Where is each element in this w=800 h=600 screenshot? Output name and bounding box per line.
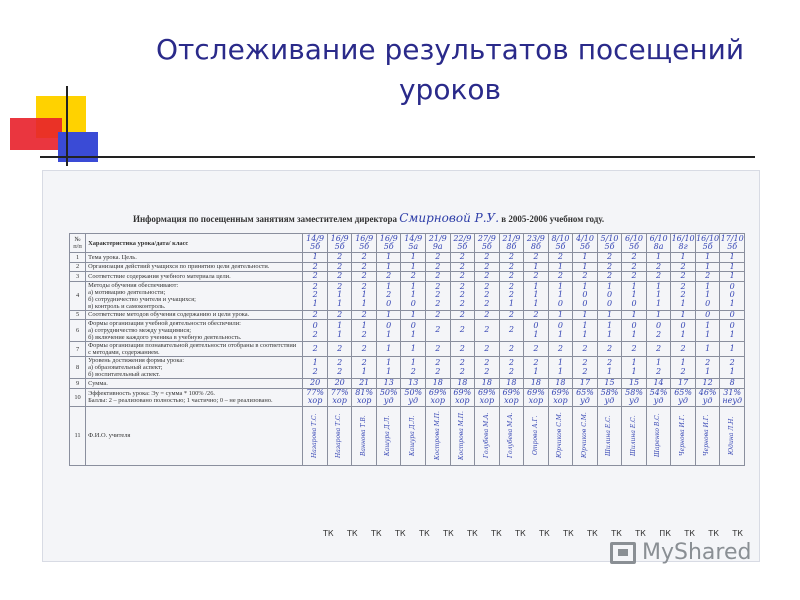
value-cell: 2 2 <box>573 357 598 379</box>
value-cell: 2 <box>327 310 352 320</box>
value-cell: 2 <box>597 262 622 272</box>
value-cell: 18 <box>548 379 573 389</box>
bottom-mark: ТК <box>587 529 598 538</box>
value-cell: 2 1 <box>597 357 622 379</box>
value-cell: 1 1 <box>327 320 352 342</box>
teacher-name-cell: Чернова И.Г. <box>695 406 720 465</box>
table-row <box>70 342 745 357</box>
value-cell: 2 <box>671 342 696 357</box>
row-label: Методы обучения обеспечивают: а) мотивацию деятельности; б) сотрудничество учителя и учащихся; в) контроль и самоконтроль. <box>86 281 303 310</box>
bottom-mark: ТК <box>371 529 382 538</box>
bottom-mark: ТК <box>347 529 358 538</box>
value-cell: 2 <box>401 272 426 282</box>
value-cell: 1 <box>524 262 549 272</box>
value-cell: 2 2 2 <box>426 281 451 310</box>
value-cell: 65% уд <box>573 388 598 406</box>
value-cell: 54% уд <box>646 388 671 406</box>
value-cell: 18 <box>426 379 451 389</box>
value-cell: 1 <box>376 342 401 357</box>
value-cell: 2 <box>426 310 451 320</box>
row-number: 3 <box>70 272 86 282</box>
value-cell: 2 2 <box>499 357 524 379</box>
bottom-mark: ТК <box>443 529 454 538</box>
table-row <box>70 357 745 379</box>
value-cell: 1 1 1 <box>646 281 671 310</box>
value-cell: 2 <box>327 342 352 357</box>
value-cell: 31% неуд <box>720 388 745 406</box>
value-cell: 58% уд <box>622 388 647 406</box>
value-cell: 2 1 <box>720 357 745 379</box>
value-cell: 2 <box>499 272 524 282</box>
value-cell: 1 <box>376 253 401 263</box>
bottom-mark: ТК <box>467 529 478 538</box>
teacher-name-cell: Шилина Е.С. <box>597 406 622 465</box>
table-row <box>70 406 745 465</box>
value-cell: 13 <box>401 379 426 389</box>
value-cell: 2 <box>597 342 622 357</box>
teacher-name-cell: Шилина Е.С. <box>622 406 647 465</box>
value-cell: 1 <box>597 310 622 320</box>
row-label: Организация действий учащихся по принятию цели деятельности. <box>86 262 303 272</box>
bottom-mark: ТК <box>611 529 622 538</box>
value-cell: 69% хор <box>524 388 549 406</box>
value-cell: 1 1 <box>622 357 647 379</box>
teacher-name-cell: Юрчиков С.М. <box>548 406 573 465</box>
bottom-mark: ТК <box>323 529 334 538</box>
teacher-name-cell: Кашура Д.Л. <box>376 406 401 465</box>
value-cell: 69% хор <box>426 388 451 406</box>
row-number: 2 <box>70 262 86 272</box>
value-cell: 1 2 <box>646 357 671 379</box>
value-cell: 0 1 <box>524 320 549 342</box>
value-cell: 2 1 1 <box>327 281 352 310</box>
teacher-name-cell: Кашура Д.Л. <box>401 406 426 465</box>
heading-suffix: в 2005-2006 учебном году. <box>501 214 605 224</box>
teacher-name-cell: Назарова Т.С. <box>327 406 352 465</box>
value-cell: 0 2 <box>303 320 328 342</box>
teacher-name-cell: Отрова А.Г. <box>524 406 549 465</box>
value-cell: 1 <box>671 253 696 263</box>
value-cell: 0 1 <box>671 320 696 342</box>
visits-table <box>69 233 745 466</box>
ornament-vertical-line <box>66 86 68 166</box>
row-label: Ф.И.О. учителя <box>86 406 303 465</box>
value-cell: 2 <box>352 310 377 320</box>
value-cell: 2 <box>475 320 500 342</box>
value-cell: 15 <box>622 379 647 389</box>
value-cell: 1 2 <box>671 357 696 379</box>
value-cell: 2 <box>450 262 475 272</box>
value-cell: 2 <box>597 253 622 263</box>
table-row <box>70 388 745 406</box>
column-header: 14/9 5а <box>401 234 426 253</box>
teacher-name-cell: Чернова И.Г. <box>671 406 696 465</box>
value-cell: 1 2 <box>352 320 377 342</box>
value-cell: 12 <box>695 379 720 389</box>
slide-title-line-2: уроков <box>398 73 502 106</box>
table-row <box>70 272 745 282</box>
teacher-name-cell: Ваннова Т.В. <box>352 406 377 465</box>
value-cell: 20 <box>303 379 328 389</box>
value-cell: 1 1 <box>573 320 598 342</box>
row-label: Формы организации учебной деятельности обеспечили: а) сотрудничество между учащимися; б) включение каждого ученика в учебную деятельность. <box>86 320 303 342</box>
column-header: 23/9 8б <box>524 234 549 253</box>
bottom-mark: ТК <box>708 529 719 538</box>
value-cell: 2 <box>426 262 451 272</box>
column-header: 14/9 5б <box>303 234 328 253</box>
column-header: 17/10 5б <box>720 233 744 251</box>
teacher-name-cell: Голубева М.А. <box>475 406 500 465</box>
value-cell: 2 1 1 <box>352 281 377 310</box>
value-cell: 2 <box>499 310 524 320</box>
value-cell: 2 2 <box>327 357 352 379</box>
value-cell: 46% уд <box>695 388 720 406</box>
heading-prefix: Информация по посещенным занятиям заместителем директора <box>133 214 397 224</box>
value-cell: 2 1 <box>352 357 377 379</box>
column-header: 16/10 5б <box>696 233 720 251</box>
value-cell: 1 2 <box>401 357 426 379</box>
value-cell: 17 <box>573 379 598 389</box>
value-cell: 2 <box>450 310 475 320</box>
teacher-name-cell: Юдина Л.Н. <box>720 406 745 465</box>
value-cell: 1 2 <box>303 357 328 379</box>
teacher-name-cell: Назарова Т.С. <box>303 406 328 465</box>
row-number: 6 <box>70 320 86 342</box>
ornament-red-square <box>10 118 62 150</box>
value-cell: 2 <box>499 320 524 342</box>
row-number: 7 <box>70 342 86 357</box>
bottom-mark: ПК <box>659 529 671 538</box>
value-cell: 13 <box>376 379 401 389</box>
value-cell: 18 <box>499 379 524 389</box>
row-label: Эффективность урока: Эу = сумма * 100% /26. Баллы: 2 – реализовано полностью; 1 частично; 0 – не реализовано. <box>86 388 303 406</box>
value-cell: 1 <box>646 310 671 320</box>
value-cell: 0 0 1 <box>720 281 745 310</box>
row-label: Тема урока. Цель. <box>86 253 303 263</box>
row-label: Уровень достижения формы урока: а) образовательный аспект; б) воспитательный аспект. <box>86 357 303 379</box>
value-cell: 1 <box>695 262 720 272</box>
value-cell: 2 <box>573 342 598 357</box>
value-cell: 1 <box>548 310 573 320</box>
document-heading <box>133 211 733 225</box>
value-cell: 0 1 <box>548 320 573 342</box>
value-cell: 2 <box>622 262 647 272</box>
value-cell: 2 <box>303 342 328 357</box>
bottom-marks <box>323 529 743 538</box>
value-cell: 1 <box>622 310 647 320</box>
heading-name: Смирновой Р.У. <box>399 211 500 225</box>
value-cell: 0 1 <box>376 320 401 342</box>
value-cell: 2 <box>475 262 500 272</box>
value-cell: 2 1 <box>695 357 720 379</box>
value-cell: 2 1 <box>524 357 549 379</box>
value-cell: 2 <box>303 272 328 282</box>
value-cell: 50% уд <box>401 388 426 406</box>
value-cell: 20 <box>327 379 352 389</box>
value-cell: 2 <box>352 272 377 282</box>
value-cell: 1 <box>376 310 401 320</box>
value-cell: 2 <box>671 272 696 282</box>
value-cell: 2 2 <box>426 357 451 379</box>
row-label: Соответствие методов обучения содержанию и цели урока. <box>86 310 303 320</box>
row-number: 8 <box>70 357 86 379</box>
value-cell: 1 <box>573 262 598 272</box>
slide-title-line-1: Отслеживание результатов посещений <box>155 33 745 66</box>
header-characteristic: Характеристика урока/дата/ класс <box>86 234 303 253</box>
row-label: Соответствие содержания учебного материала цели. <box>86 272 303 282</box>
value-cell: 0 1 <box>622 320 647 342</box>
value-cell: 2 <box>622 342 647 357</box>
value-cell: 18 <box>475 379 500 389</box>
value-cell: 2 <box>426 320 451 342</box>
value-cell: 1 <box>573 253 598 263</box>
value-cell: 2 <box>499 253 524 263</box>
value-cell: 2 <box>450 253 475 263</box>
bottom-mark: ТК <box>419 529 430 538</box>
row-number: 4 <box>70 281 86 310</box>
table-row <box>70 253 745 263</box>
value-cell: 8 <box>720 379 745 389</box>
value-cell: 2 <box>524 342 549 357</box>
column-header: 21/9 8б <box>499 234 524 253</box>
value-cell: 2 <box>475 310 500 320</box>
value-cell: 1 1 1 <box>524 281 549 310</box>
value-cell: 2 <box>426 342 451 357</box>
value-cell: 1 <box>548 262 573 272</box>
value-cell: 1 <box>671 310 696 320</box>
value-cell: 2 <box>597 272 622 282</box>
value-cell: 2 <box>475 272 500 282</box>
value-cell: 2 <box>548 253 573 263</box>
column-header: 8/10 5б <box>548 234 573 253</box>
value-cell: 2 <box>646 272 671 282</box>
row-number: 1 <box>70 253 86 263</box>
column-header: 6/10 8а <box>646 234 671 253</box>
value-cell: 2 <box>499 342 524 357</box>
value-cell: 2 <box>352 342 377 357</box>
teacher-name-cell: Кострова М.П. <box>426 406 451 465</box>
table-row <box>70 281 745 310</box>
watermark <box>610 540 751 565</box>
value-cell: 18 <box>450 379 475 389</box>
value-cell: 2 <box>646 262 671 272</box>
value-cell: 2 2 <box>450 357 475 379</box>
value-cell: 2 <box>548 342 573 357</box>
value-cell: 2 <box>303 262 328 272</box>
value-cell: 2 <box>622 253 647 263</box>
bottom-mark: ТК <box>563 529 574 538</box>
column-header: 6/10 5б <box>622 234 647 253</box>
value-cell: 1 <box>695 342 720 357</box>
value-cell: 1 <box>376 262 401 272</box>
value-cell: 2 2 1 <box>671 281 696 310</box>
column-header: 4/10 5б <box>573 234 598 253</box>
value-cell: 2 <box>573 272 598 282</box>
value-cell: 2 <box>327 262 352 272</box>
bottom-mark: ТК <box>539 529 550 538</box>
value-cell: 1 <box>720 342 745 357</box>
value-cell: 77% хор <box>303 388 328 406</box>
value-cell: 2 <box>524 310 549 320</box>
value-cell: 2 2 2 <box>450 281 475 310</box>
value-cell: 69% хор <box>475 388 500 406</box>
value-cell: 1 1 <box>695 320 720 342</box>
teacher-name-cell: Шаренко В.С. <box>646 406 671 465</box>
column-header: 16/9 5б <box>352 234 377 253</box>
value-cell: 1 0 0 <box>573 281 598 310</box>
column-header: 16/10 8г <box>671 233 695 251</box>
value-cell: 1 1 0 <box>695 281 720 310</box>
value-cell: 1 1 0 <box>622 281 647 310</box>
value-cell: 2 <box>646 342 671 357</box>
value-cell: 2 <box>622 272 647 282</box>
bottom-mark: ТК <box>684 529 695 538</box>
value-cell: 2 <box>671 262 696 272</box>
value-cell: 1 <box>573 310 598 320</box>
value-cell: 2 2 <box>475 357 500 379</box>
value-cell: 69% хор <box>450 388 475 406</box>
row-number: 10 <box>70 388 86 406</box>
value-cell: 1 <box>401 262 426 272</box>
presentation-board-icon <box>610 542 636 564</box>
row-label: Сумма. <box>86 379 303 389</box>
value-cell: 0 <box>695 310 720 320</box>
value-cell: 2 <box>450 320 475 342</box>
value-cell: 15 <box>597 379 622 389</box>
value-cell: 1 1 0 <box>548 281 573 310</box>
scanned-document <box>42 170 760 562</box>
table-row <box>70 320 745 342</box>
value-cell: 2 <box>426 253 451 263</box>
value-cell: 0 1 <box>720 320 745 342</box>
value-cell: 1 <box>695 253 720 263</box>
bottom-mark: ТК <box>635 529 646 538</box>
value-cell: 1 1 0 <box>401 281 426 310</box>
value-cell: 2 2 1 <box>499 281 524 310</box>
row-number: 9 <box>70 379 86 389</box>
value-cell: 1 1 <box>548 357 573 379</box>
value-cell: 1 <box>401 342 426 357</box>
slide-title <box>150 30 750 110</box>
value-cell: 2 2 1 <box>303 281 328 310</box>
value-cell: 1 <box>646 253 671 263</box>
value-cell: 21 <box>352 379 377 389</box>
teacher-name-cell: Юрчиков С.М. <box>573 406 598 465</box>
teacher-name-cell: Голубева М.А. <box>499 406 524 465</box>
column-header: 16/9 5б <box>376 234 401 253</box>
value-cell: 2 <box>303 310 328 320</box>
value-cell: 81% хор <box>352 388 377 406</box>
column-header: 27/9 5б <box>475 234 500 253</box>
column-header: 5/10 5б <box>597 234 622 253</box>
row-label: Формы организации познавательной деятельности отобраны в соответствии с методами, содержанием. <box>86 342 303 357</box>
row-number: 5 <box>70 310 86 320</box>
value-cell: 2 <box>352 253 377 263</box>
teacher-name-cell: Кострова М.П. <box>450 406 475 465</box>
value-cell: 77% хор <box>327 388 352 406</box>
value-cell: 17 <box>671 379 696 389</box>
value-cell: 2 <box>475 342 500 357</box>
title-underline <box>40 156 755 158</box>
value-cell: 1 1 <box>597 320 622 342</box>
value-cell: 50% уд <box>376 388 401 406</box>
value-cell: 2 <box>450 342 475 357</box>
value-cell: 0 2 <box>646 320 671 342</box>
value-cell: 65% уд <box>671 388 696 406</box>
value-cell: 2 <box>548 272 573 282</box>
value-cell: 2 <box>376 272 401 282</box>
value-cell: 0 <box>720 310 745 320</box>
value-cell: 2 <box>327 272 352 282</box>
value-cell: 2 <box>352 262 377 272</box>
column-header: 22/9 5б <box>450 234 475 253</box>
value-cell: 58% уд <box>597 388 622 406</box>
watermark-text: MyShared <box>642 540 752 565</box>
bottom-mark: ТК <box>732 529 743 538</box>
value-cell: 2 <box>450 272 475 282</box>
column-header: 21/9 9а <box>426 234 451 253</box>
value-cell: 69% хор <box>548 388 573 406</box>
table-row <box>70 310 745 320</box>
value-cell: 0 1 <box>401 320 426 342</box>
value-cell: 1 <box>401 310 426 320</box>
value-cell: 2 <box>426 272 451 282</box>
value-cell: 1 <box>720 272 745 282</box>
value-cell: 14 <box>646 379 671 389</box>
bottom-mark: ТК <box>395 529 406 538</box>
value-cell: 2 <box>475 253 500 263</box>
table-row <box>70 379 745 389</box>
value-cell: 2 <box>695 272 720 282</box>
value-cell: 1 0 0 <box>597 281 622 310</box>
value-cell: 2 2 2 <box>475 281 500 310</box>
column-header: 16/9 5б <box>327 234 352 253</box>
value-cell: 1 <box>303 253 328 263</box>
row-number: 11 <box>70 406 86 465</box>
value-cell: 2 <box>327 253 352 263</box>
value-cell: 1 1 <box>376 357 401 379</box>
value-cell: 2 <box>499 262 524 272</box>
table-header-row <box>70 234 745 253</box>
value-cell: 2 <box>524 272 549 282</box>
value-cell: 1 <box>401 253 426 263</box>
value-cell: 1 2 0 <box>376 281 401 310</box>
bottom-mark: ТК <box>515 529 526 538</box>
value-cell: 18 <box>524 379 549 389</box>
bottom-mark: ТК <box>491 529 502 538</box>
table-row <box>70 262 745 272</box>
header-num: № п/п <box>70 234 86 253</box>
value-cell: 2 <box>524 253 549 263</box>
value-cell: 69% хор <box>499 388 524 406</box>
value-cell: 1 <box>720 262 745 272</box>
value-cell: 1 <box>720 253 745 263</box>
